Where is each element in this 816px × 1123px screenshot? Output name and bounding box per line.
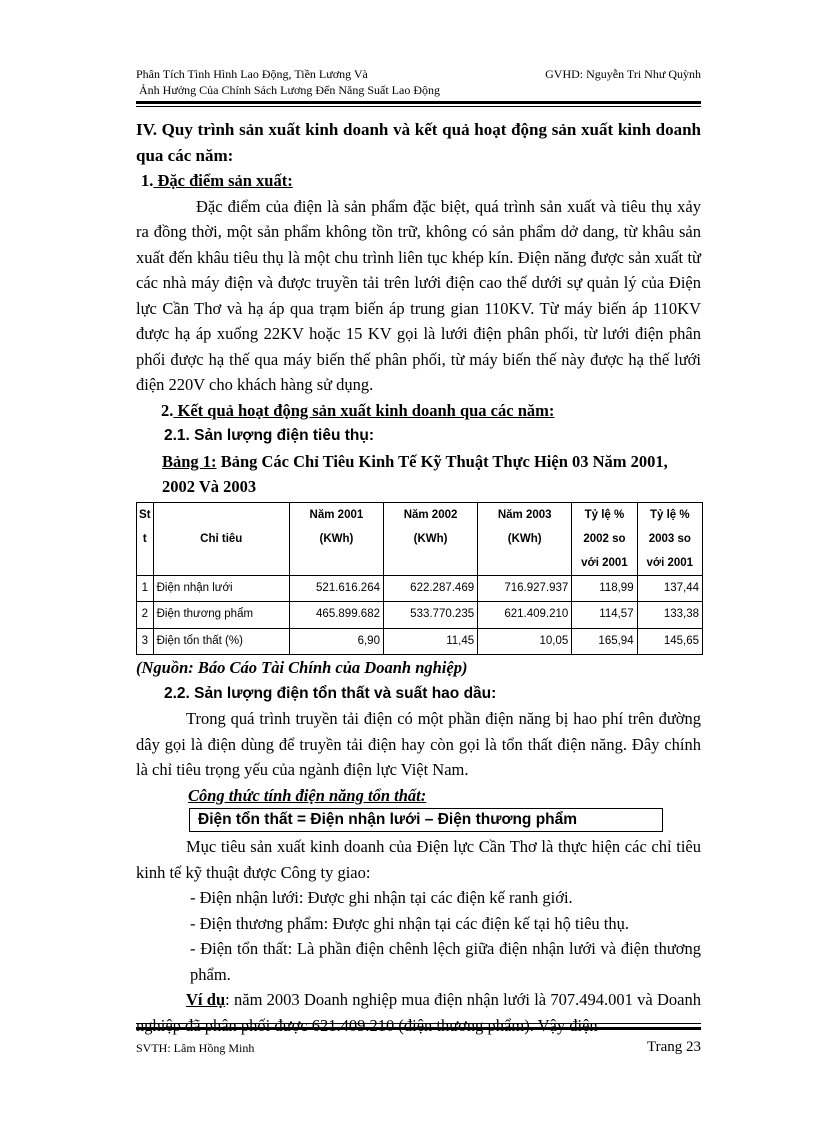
bullet-item: - Điện thương phẩm: Được ghi nhận tại các điện kế tại hộ tiêu thụ. [190,913,630,933]
cell-name: Điện thương phẩm [153,602,289,629]
cell-2001: 465.899.682 [289,602,383,629]
footer-author: SVTH: Lâm Hồng Minh [136,1041,255,1055]
cell-2001: 521.616.264 [289,575,383,602]
cell-ratio-2003: 145,65 [637,628,702,655]
cell-stt: 1 [137,575,154,602]
example-text: : năm 2003 Doanh nghiệp mua điện nhận lưới là 707.494.001 và Doanh nghiệp đã phân phối được 621.409.210 (điện thương phẩm). Vậy điện [136,990,701,1035]
cell-2003: 716.927.937 [478,575,572,602]
cell-stt: 3 [137,628,154,655]
footer-rule-thick [136,1027,701,1030]
table-row [137,575,703,602]
col-2003: Năm 2003 (KWh) [478,502,572,575]
example-label: Ví dụ [186,990,226,1009]
col-2001: Năm 2001 (KWh) [289,502,383,575]
cell-2002: 622.287.469 [383,575,477,602]
cell-2001: 6,90 [289,628,383,655]
header-title-line1: Phân Tích Tình Hình Lao Động, Tiền Lương Và [136,67,368,81]
paragraph-example [136,987,701,1038]
subsection-1-number: 1. [141,171,154,190]
cell-ratio-2003: 133,38 [637,602,702,629]
cell-ratio-2002: 118,99 [572,575,637,602]
paragraph-loss: Trong quá trình truyền tải điện có một phần điện năng bị hao phí trên đường dây gọi là điện dùng để truyền tải điện hay còn gọi là tổn thất điện năng. Đây chính là chỉ tiêu trọng yếu của ngành điện lực Việt Nam. [136,709,701,779]
table-header-row [137,502,703,575]
cell-2003: 10,05 [478,628,572,655]
col-chitieu: Chỉ tiêu [153,502,289,575]
table-title: Bảng Các Chỉ Tiêu Kinh Tế Kỹ Thuật Thực Hiện 03 Năm 2001, 2002 Và 2003 [162,451,668,496]
table-caption [136,449,701,500]
subsection-2-title: Kết quả hoạt động sản xuất kinh doanh qua các năm: [173,400,555,420]
header-title [136,66,506,98]
table-label: Bảng 1: [162,451,217,471]
header-instructor: GVHD: Nguyễn Tri Như Quỳnh [545,67,701,81]
cell-ratio-2003: 137,44 [637,575,702,602]
subsection-2-1-title: 2.1. Sản lượng điện tiêu thụ: [164,427,374,444]
formula-box: Điện tổn thất = Điện nhận lưới – Điện thương phẩm [189,808,663,832]
subsection-2-number: 2. [161,400,174,420]
cell-name: Điện nhận lưới [153,575,289,602]
subsection-1-heading [136,168,701,194]
formula-title: Công thức tính điện năng tổn thất: [188,785,427,805]
bullet-item: - Điện nhận lưới: Được ghi nhận tại các điện kế ranh giới. [190,888,573,907]
table-row [137,602,703,629]
subsection-2-heading [136,398,701,424]
cell-ratio-2002: 114,57 [572,602,637,629]
table-row [137,628,703,655]
table-source: (Nguồn: Báo Cáo Tài Chính của Doanh nghiệp) [136,658,468,677]
header-title-line2: Ảnh Hưởng Của Chính Sách Lương Đến Năng Suất Lao Động [139,83,440,97]
section-title: IV. Quy trình sản xuất kinh doanh và kết quả hoạt động sản xuất kinh doanh qua các năm: [136,120,701,165]
subsection-2-2-title: 2.2. Sản lượng điện tổn thất và suất hao dầu: [164,684,497,702]
col-stt: Stt [137,502,154,575]
bullet-item: - Điện tổn thất: Là phần điện chênh lệch giữa điện nhận lưới và điện thương phẩm. [190,939,701,984]
cell-stt: 2 [137,602,154,629]
col-ratio-2002: Tỷ lệ % 2002 so với 2001 [572,502,637,575]
header-rule-thin [136,106,701,107]
page-number: Trang 23 [646,1039,701,1055]
cell-name: Điện tổn thất (%) [153,628,289,655]
header-rule-thick [136,101,701,104]
col-2002: Năm 2002 (KWh) [383,502,477,575]
cell-ratio-2002: 165,94 [572,628,637,655]
subsection-1-title: Đặc điểm sản xuất: [153,171,293,190]
cell-2002: 533.770.235 [383,602,477,629]
paragraph-production: Đặc điểm của điện là sản phẩm đặc biệt, quá trình sản xuất và tiêu thụ xảy ra đồng thời, một sản phẩm không tồn trữ, không có sản phẩm dở dang, từ khâu sản xuất đến khâu tiêu thụ là một chu trình liên tục khép kín. Điện năng được sản xuất từ các nhà máy điện và được truyền tải trên lưới điện cao thế dưới sự quản lý của Điện lực Cần Thơ và hạ áp qua trạm biến áp trung gian 110KV. Từ máy biến áp 110KV được hạ áp xuống 22KV hoặc 15 KV gọi là lưới điện phân phối, từ lưới điện phân phối được hạ thế qua máy biến thế phân phối, từ máy biến thế này được hạ thế lưới điện 220V cho khách hàng sử dụng. [136,196,701,394]
page-content [136,117,701,1038]
cell-2003: 621.409.210 [478,602,572,629]
kpi-table [136,502,703,656]
paragraph-objectives: Mục tiêu sản xuất kinh doanh của Điện lực Cần Thơ là thực hiện các chỉ tiêu kinh tế kỹ thuật được Công ty giao: [136,837,701,882]
col-ratio-2003: Tỷ lệ % 2003 so với 2001 [637,502,702,575]
cell-2002: 11,45 [383,628,477,655]
footer-rule-thin [136,1023,701,1024]
